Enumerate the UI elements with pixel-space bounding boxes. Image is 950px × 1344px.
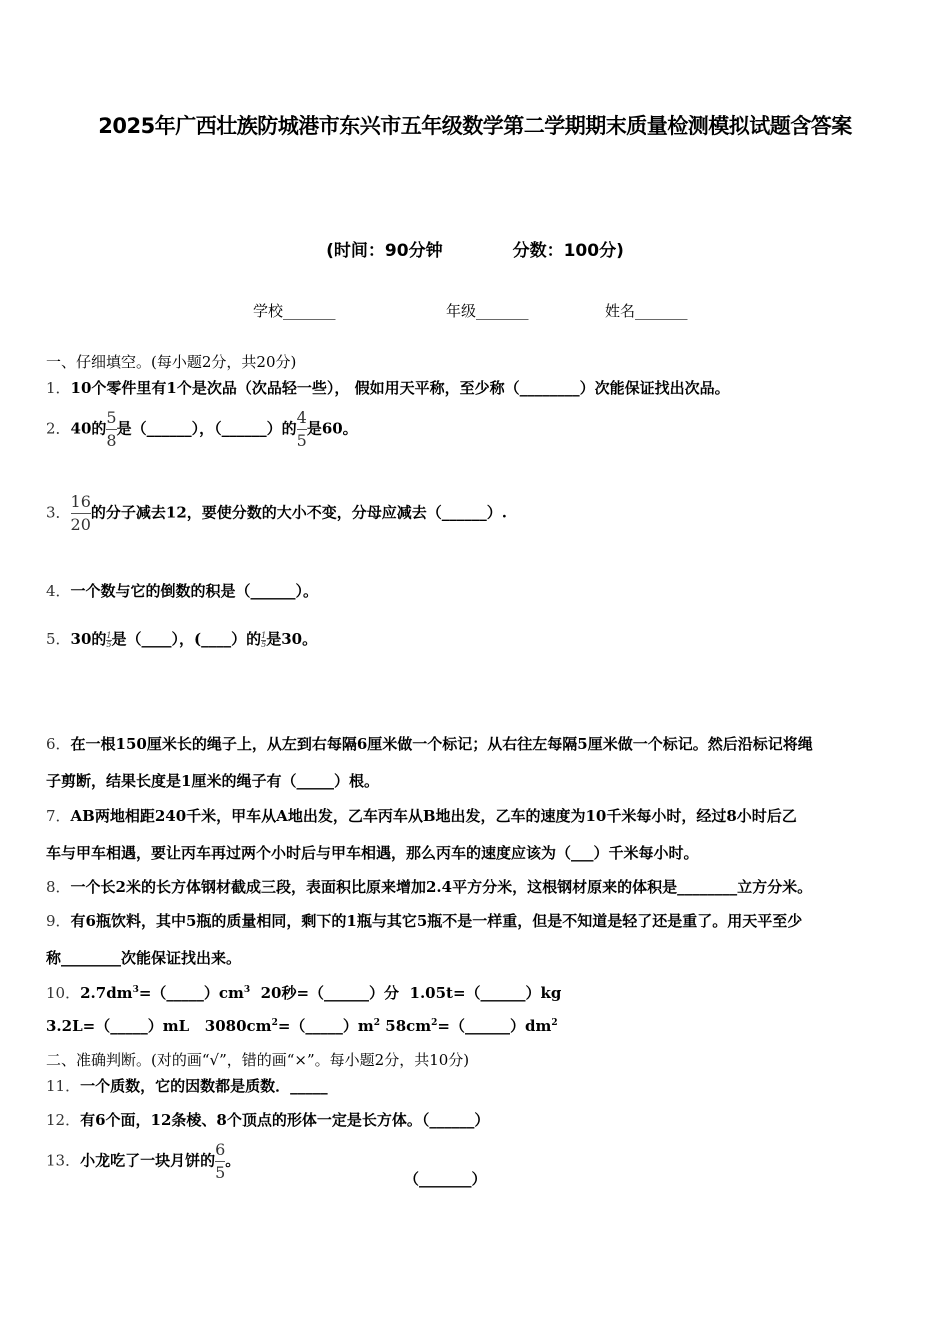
question-number: 3． — [46, 503, 71, 522]
question-text: 在一根150厘米长的绳子上，从左到右每隔6厘米做一个标记；从右往左每隔5厘米做一个标记。然后沿标记将绳 — [70, 735, 813, 753]
question-text: =（_____）m — [277, 1017, 374, 1035]
question-text: 小龙吃了一块月饼的 — [80, 1151, 216, 1170]
superscript: 3 — [132, 985, 139, 995]
question-text: 30的 — [70, 630, 107, 648]
denominator: 5 — [215, 1163, 226, 1182]
superscript: 2 — [271, 1018, 278, 1028]
question-text: 有6个面，12条棱、8个顶点的形体一定是长方体。（______） — [80, 1111, 490, 1129]
fraction — [297, 410, 307, 449]
school-field[interactable]: 学校_______ — [253, 302, 336, 320]
time-label: (时间：90分钟 — [326, 241, 443, 261]
fraction — [215, 1142, 225, 1181]
question-text: =（______）dm — [437, 1017, 552, 1035]
question-9 — [46, 910, 802, 931]
question-11 — [46, 1075, 328, 1096]
question-7-cont: 车与甲车相遇，要让丙车再过两个小时后与甲车相遇，那么丙车的速度应该为（___）千米每小时。 — [46, 844, 699, 862]
score-label: 分数：100分) — [512, 241, 624, 261]
numerator: 5 — [106, 408, 117, 427]
superscript: 2 — [431, 1018, 438, 1028]
question-text: AB两地相距240千米，甲车从A地出发，乙车丙车从B地出发，乙车的速度为10千米每小时，经过8小时后乙 — [70, 807, 797, 825]
question-number: 11． — [46, 1077, 81, 1095]
question-10-cont — [46, 1015, 558, 1036]
denominator: 8 — [106, 431, 117, 450]
question-5 — [46, 628, 317, 649]
question-text: 一个长2米的长方体钢材截成三段，表面积比原来增加2.4平方分米，这根钢材原来的体积是________立方分米。 — [70, 878, 813, 896]
question-text: 40的 — [70, 419, 107, 438]
question-text: 一个数与它的倒数的积是（______）。 — [70, 582, 319, 600]
grade-field[interactable]: 年级_______ — [446, 302, 529, 320]
question-number: 13． — [46, 1151, 81, 1170]
question-text: 是60。 — [306, 419, 358, 438]
question-1 — [46, 377, 730, 398]
question-number: 8． — [46, 878, 71, 896]
fraction — [71, 494, 91, 533]
question-text: 的分子减去12，要使分数的大小不变，分母应减去（______）. — [90, 503, 508, 522]
question-12 — [46, 1109, 489, 1130]
question-text: =（_____）cm — [138, 984, 244, 1002]
question-10 — [46, 982, 561, 1003]
fraction — [106, 410, 116, 449]
numerator: 16 — [70, 492, 91, 511]
answer-blank[interactable]: （_______） — [404, 1170, 487, 1188]
question-9-cont: 称________次能保证找出来。 — [46, 949, 242, 967]
question-text: 2.7dm — [80, 984, 133, 1002]
question-2 — [46, 410, 358, 449]
numerator: 1 — [106, 630, 112, 640]
denominator: 5 — [106, 639, 112, 649]
superscript: 2 — [373, 1018, 381, 1028]
question-13 — [46, 1142, 240, 1181]
denominator: 5 — [296, 431, 307, 450]
fraction — [106, 632, 111, 649]
question-text: 是（____），(____）的 — [111, 630, 262, 648]
question-text: 3.2L=（_____）mL 3080cm — [46, 1017, 272, 1035]
question-number: 12． — [46, 1111, 81, 1129]
question-number: 4． — [46, 582, 71, 600]
question-number: 9． — [46, 912, 71, 930]
question-number: 1． — [46, 379, 71, 397]
question-6 — [46, 733, 813, 754]
question-text: 20秒=（______）分 1.05t=（______）kg — [250, 984, 562, 1002]
question-text: 有6瓶饮料，其中5瓶的质量相同，剩下的1瓶与其它5瓶不是一样重，但是不知道是轻了还是重了。用天平至少 — [70, 912, 803, 930]
exam-info — [0, 236, 950, 261]
question-6-cont: 子剪断，结果长度是1厘米的绳子有（_____）根。 — [46, 772, 379, 790]
name-field[interactable]: 姓名_______ — [605, 302, 688, 320]
question-text: 。 — [225, 1151, 241, 1170]
fraction — [261, 632, 266, 649]
page-title: 2025年广西壮族防城港市东兴市五年级数学第二学期期末质量检测模拟试题含答案 — [98, 114, 852, 138]
question-4 — [46, 580, 318, 601]
numerator: 4 — [296, 408, 307, 427]
question-number: 2． — [46, 419, 71, 438]
question-text: 一个质数，它的因数都是质数．_____ — [80, 1077, 328, 1095]
question-3 — [46, 494, 507, 533]
numerator: 6 — [215, 1140, 226, 1159]
superscript: 2 — [551, 1018, 558, 1028]
denominator: 20 — [70, 515, 91, 534]
section-1-heading: 一、仔细填空。(每小题2分，共20分) — [46, 353, 297, 371]
question-8 — [46, 876, 812, 897]
numerator: 1 — [261, 630, 267, 640]
question-7 — [46, 805, 797, 826]
denominator: 5 — [261, 639, 267, 649]
question-text: 是（______），（______）的 — [116, 419, 297, 438]
superscript: 3 — [243, 985, 251, 995]
question-text: 是30。 — [266, 630, 318, 648]
question-number: 6． — [46, 735, 71, 753]
section-2-heading: 二、准确判断。(对的画“√”，错的画“×”。每小题2分，共10分) — [46, 1051, 470, 1069]
question-text: 10个零件里有1个是次品（次品轻一些）， 假如用天平称，至少称（________）次能保证找出次品。 — [70, 379, 730, 397]
question-number: 5． — [46, 630, 71, 648]
question-text: 58cm — [380, 1017, 432, 1035]
question-number: 10． — [46, 984, 81, 1002]
question-number: 7． — [46, 807, 71, 825]
